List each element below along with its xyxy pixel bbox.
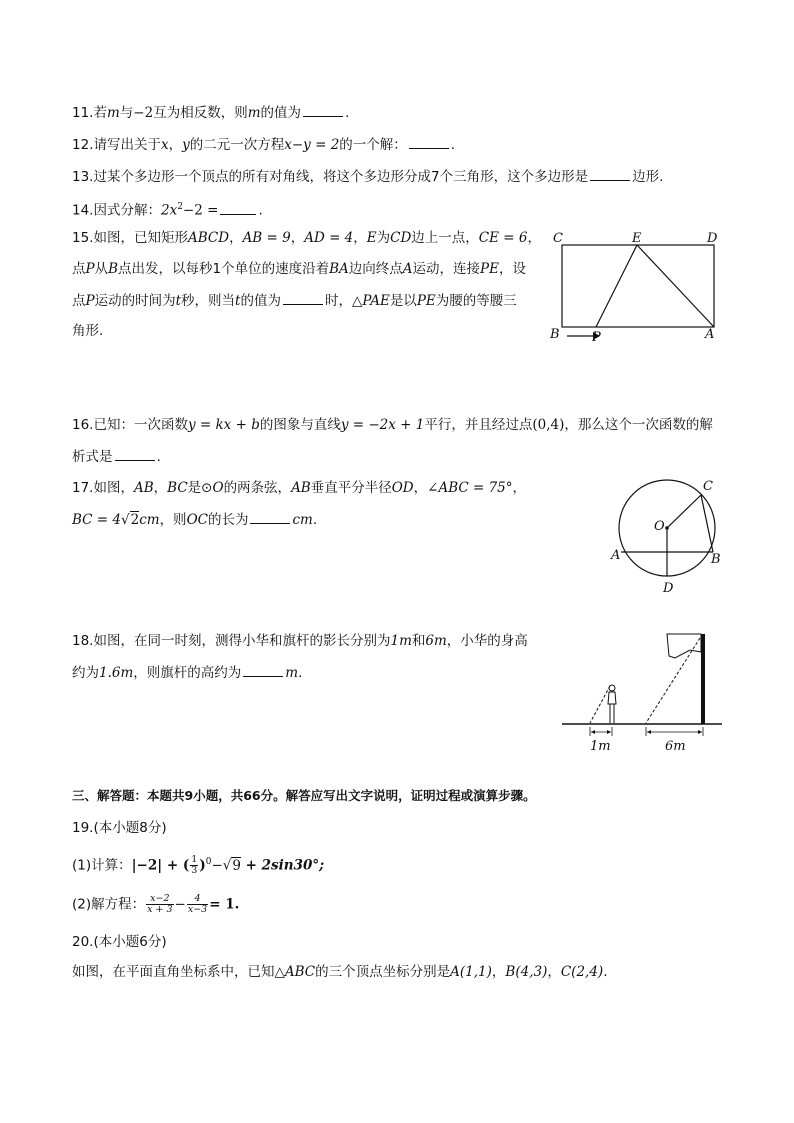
- text: ，: [353, 230, 367, 246]
- question-number: 16.: [72, 417, 94, 433]
- text: ，: [527, 230, 541, 246]
- answer-blank: [220, 200, 256, 215]
- denominator: 3: [191, 865, 198, 876]
- flagpole-figure: [560, 628, 730, 756]
- math-var: OD: [391, 480, 414, 496]
- equation: x−y = 2: [284, 137, 340, 153]
- unit: cm: [292, 512, 313, 528]
- equation: y = −2x + 1: [340, 417, 425, 433]
- fraction: [190, 855, 198, 876]
- segment-pe: [596, 245, 637, 327]
- text: ，则旗杆的高约为: [133, 665, 242, 681]
- question-number: 14.: [72, 202, 94, 219]
- sun-ray-person: [590, 686, 610, 723]
- circle-figure: [605, 470, 735, 598]
- question-15-line-3: [72, 290, 517, 311]
- math-var: AB: [291, 480, 311, 496]
- text: (1)计算：: [72, 857, 132, 874]
- text: 的值为: [240, 293, 281, 309]
- question-18-line-1: [72, 631, 528, 651]
- math-var: ABCD: [187, 230, 230, 246]
- math-var: B: [108, 261, 119, 277]
- text: .: [298, 665, 303, 681]
- text: 因式分解：: [93, 202, 161, 219]
- flag-icon: [667, 634, 701, 658]
- math-expr: −: [174, 896, 186, 913]
- text: ，: [512, 480, 527, 496]
- answer-blank: [409, 134, 449, 149]
- circle-symbol: ⊙: [201, 480, 213, 496]
- math-var: t: [235, 293, 241, 309]
- text: 和: [411, 633, 426, 649]
- sqrt-radicand: 9: [232, 857, 241, 874]
- question-11: [72, 102, 349, 123]
- text: 的二元一次方程: [189, 137, 285, 153]
- label-d: D: [707, 231, 718, 246]
- math-expr: AB = 9: [242, 230, 291, 246]
- math-expr: CE = 6: [478, 230, 528, 246]
- label-c: C: [553, 231, 563, 246]
- math-var: PAE: [362, 293, 390, 309]
- question-16-line-1: [72, 415, 713, 435]
- label-c: C: [703, 479, 713, 494]
- label-o: O: [654, 519, 665, 534]
- angle-expr: ∠ABC = 75°: [427, 480, 513, 496]
- question-14: [72, 197, 263, 221]
- question-17-line-2: [72, 509, 317, 530]
- answer-blank: [115, 446, 155, 461]
- text: 请写出关于: [93, 137, 161, 153]
- numerator: x−2: [146, 894, 173, 905]
- unit: m: [285, 665, 299, 681]
- text: 已知：一次函数: [93, 417, 188, 433]
- text: 是: [187, 480, 202, 496]
- text: .: [156, 449, 161, 465]
- section-3-heading: 三、解答题：本题共9小题，共66分。解答应写出文字说明，证明过程或演算步骤。: [72, 788, 536, 803]
- text: 约为: [72, 665, 99, 681]
- numerator: 4: [187, 894, 208, 905]
- math-value: −2: [133, 105, 154, 121]
- answer-blank: [250, 509, 290, 524]
- math-value: 1m: [390, 633, 412, 649]
- question-17-line-1: [72, 478, 526, 498]
- numerator: 1: [191, 854, 198, 865]
- text: 的长为: [207, 512, 249, 528]
- math-value: 1.6m: [99, 665, 134, 681]
- math-var: PE: [416, 293, 436, 309]
- text: 如图，已知矩形: [93, 230, 188, 246]
- text: 如图，在同一时刻，测得小华和旗杆的影长分别为: [93, 633, 391, 649]
- math-var: P: [85, 293, 95, 309]
- text: 与: [119, 105, 134, 121]
- label-e: E: [632, 231, 642, 246]
- text: 为腰的等腰三: [435, 293, 517, 309]
- question-15-line-4: [72, 321, 103, 341]
- math-expr: −: [211, 857, 223, 874]
- point-b: B(4,3): [505, 964, 548, 980]
- text: 如图，在平面直角坐标系中，已知: [72, 964, 275, 980]
- math-var: BA: [329, 261, 349, 277]
- math-var: PE: [480, 261, 499, 277]
- denominator: x + 3: [147, 904, 173, 915]
- question-16-line-2: [72, 446, 161, 467]
- sqrt-icon: √: [222, 857, 232, 874]
- point-a: A(1,1): [450, 964, 492, 980]
- math-var: x: [160, 137, 169, 153]
- point: (0,4): [532, 417, 565, 433]
- text: 运动的时间为: [94, 293, 176, 309]
- denominator: x−3: [187, 904, 208, 915]
- math-expr: + 2sin30°;: [240, 857, 325, 874]
- label-a: A: [611, 548, 621, 563]
- text: 点: [72, 261, 86, 277]
- math-var: BC: [167, 480, 188, 496]
- math-var: P: [85, 261, 95, 277]
- label-shadow-1: 1m: [590, 739, 611, 754]
- math-var: CD: [390, 230, 412, 246]
- fraction: [187, 894, 208, 915]
- math-var: A: [402, 261, 413, 277]
- text: 秒，则当: [181, 293, 236, 309]
- text: ，: [547, 964, 561, 980]
- label-a: A: [705, 327, 715, 342]
- question-number: 17.: [72, 480, 94, 496]
- text: 点: [72, 293, 86, 309]
- math-expr: 2x: [160, 202, 178, 219]
- question-19-part-1: [72, 852, 324, 876]
- text: 的值为: [260, 105, 302, 121]
- question-19-header: 19.(本小题8分): [72, 820, 167, 836]
- label-p: P: [592, 330, 601, 345]
- question-number: 15.: [72, 230, 94, 246]
- text: ，: [153, 480, 168, 496]
- text: 为: [376, 230, 391, 246]
- answer-blank: [303, 102, 343, 117]
- text: ，则: [159, 512, 187, 528]
- question-number: 13.: [72, 169, 94, 185]
- math-var: E: [366, 230, 377, 246]
- text: 从: [94, 261, 109, 277]
- text: 点出发，以每秒1个单位的速度沿着: [118, 261, 330, 277]
- text: .: [603, 964, 608, 980]
- person-icon: [608, 685, 616, 723]
- question-18-line-2: [72, 662, 302, 683]
- question-12: [72, 134, 455, 155]
- text: 是以: [389, 293, 417, 309]
- text: .: [345, 105, 350, 121]
- text: .: [450, 137, 456, 153]
- text: ，: [229, 230, 243, 246]
- answer-blank: [243, 662, 283, 677]
- question-15-line-1: [72, 228, 541, 248]
- question-20-header: 20.(本小题6分): [72, 934, 167, 950]
- text: 若: [93, 105, 107, 121]
- question-number: 18.: [72, 633, 94, 649]
- question-15-line-2: [72, 259, 526, 279]
- text: 边上一点，: [411, 230, 479, 246]
- math-var: O: [212, 480, 224, 496]
- exponent: 0: [205, 857, 212, 867]
- math-var: AB: [133, 480, 154, 496]
- math-expr: = 1.: [209, 896, 240, 913]
- sqrt-radicand: 2: [130, 512, 140, 528]
- label-b: B: [550, 327, 560, 342]
- text: 如图，: [93, 480, 134, 496]
- triangle-symbol: △: [274, 964, 285, 980]
- text: 析式是: [72, 449, 113, 465]
- question-number: 12.: [72, 137, 94, 153]
- text: 的三个顶点坐标分别是: [315, 964, 451, 980]
- question-19-part-2: [72, 894, 239, 915]
- text: ，小华的身高: [446, 633, 528, 649]
- equation: y = kx + b: [187, 417, 260, 433]
- answer-blank: [283, 290, 323, 305]
- radius-oc: [667, 495, 701, 528]
- fraction: [146, 894, 173, 915]
- chord-bc: [701, 495, 713, 552]
- text: ，设: [498, 261, 526, 277]
- text: 运动，连接: [412, 261, 481, 277]
- math-expr: |−2| + (: [131, 857, 190, 874]
- math-expr: ): [199, 857, 206, 874]
- math-var: t: [175, 293, 182, 309]
- text: 时，: [324, 293, 352, 309]
- question-20-body: [72, 962, 607, 982]
- text: 角形.: [72, 323, 104, 339]
- text: ，那么这个一次函数的解: [564, 417, 713, 433]
- segment-ea: [637, 245, 714, 327]
- math-var: OC: [186, 512, 208, 528]
- question-number: 11.: [72, 105, 94, 121]
- text: 的两条弦，: [223, 480, 292, 496]
- text: 平行，并且经过点: [424, 417, 533, 433]
- text: .: [312, 512, 318, 528]
- text: 互为相反数，则: [153, 105, 248, 121]
- label-d: D: [663, 581, 674, 596]
- text: 的一个解：: [339, 137, 407, 153]
- label-shadow-2: 6m: [665, 739, 686, 754]
- rectangle-abcd: [562, 245, 714, 327]
- text: 过某个多边形一个顶点的所有对角线，将这个多边形分成7个三角形，这个多边形是: [93, 169, 589, 185]
- math-expr: −2 =: [182, 202, 219, 219]
- point-c: C(2,4): [560, 964, 604, 980]
- math-var: m: [247, 105, 261, 121]
- text: .: [258, 202, 263, 219]
- text: 边向终点: [348, 261, 403, 277]
- text: 的图象与直线: [259, 417, 341, 433]
- math-expr: AD = 4: [304, 230, 354, 246]
- question-13: [72, 166, 663, 187]
- math-var: y: [182, 137, 190, 153]
- text: ，: [290, 230, 305, 246]
- rectangle-figure: [545, 225, 730, 350]
- text: 垂直平分半径: [310, 480, 392, 496]
- math-var: ABC: [284, 964, 316, 980]
- text: ，: [413, 480, 428, 496]
- math-var: m: [106, 105, 120, 121]
- text: ，: [491, 964, 506, 980]
- unit: cm: [139, 512, 160, 528]
- sqrt-icon: √: [120, 512, 130, 528]
- triangle-symbol: △: [351, 293, 363, 309]
- text: 边形.: [632, 169, 664, 185]
- center-point: [665, 526, 669, 530]
- label-b: B: [711, 552, 721, 567]
- text: (2)解方程：: [72, 896, 146, 913]
- math-expr: BC = 4: [72, 512, 121, 528]
- answer-blank: [590, 166, 630, 181]
- exponent: 2: [177, 202, 183, 212]
- math-value: 6m: [425, 633, 447, 649]
- text: ，: [168, 137, 183, 153]
